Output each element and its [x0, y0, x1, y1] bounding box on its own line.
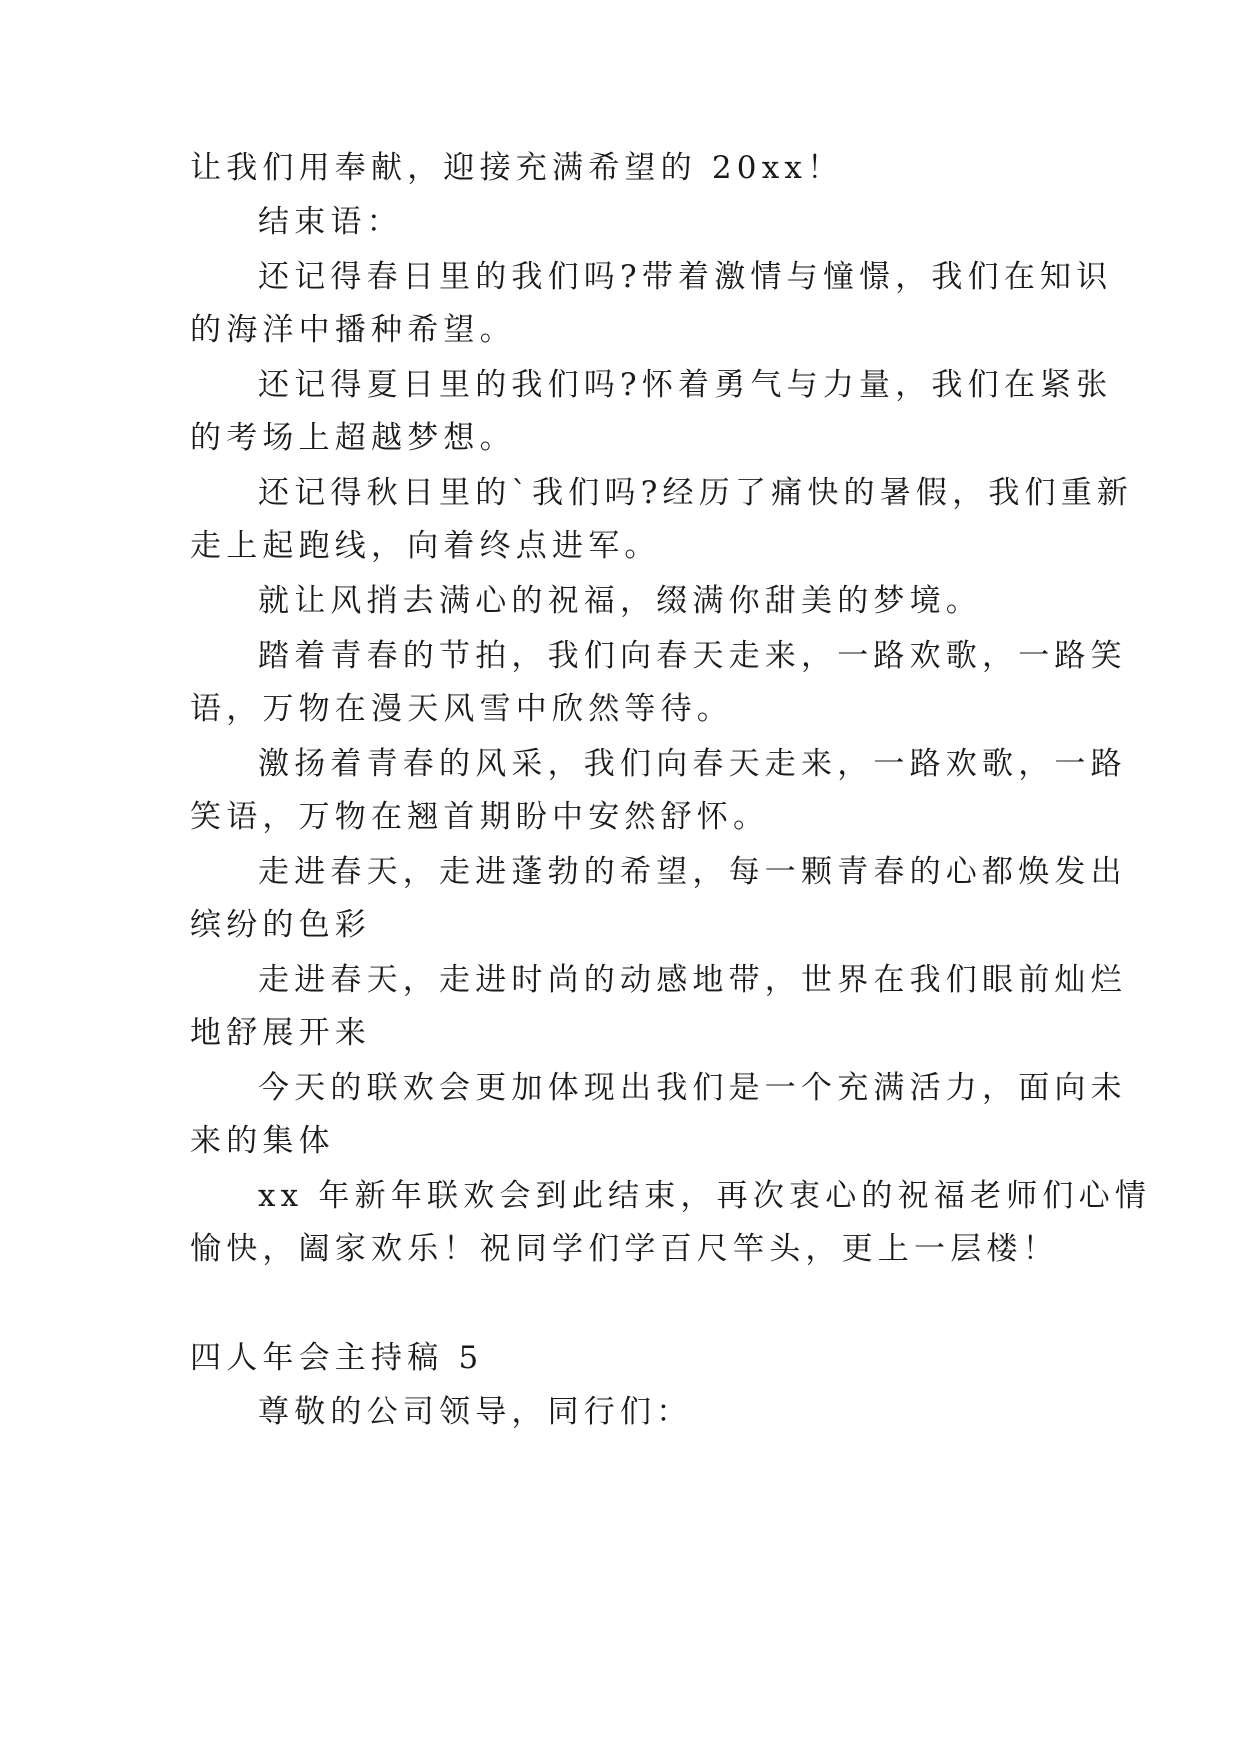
- text-line: 尊敬的公司领导，同行们：: [258, 1394, 693, 1430]
- text-line: xx 年新年联欢会到此结束，再次衷心的祝福老师们心情: [258, 1178, 1152, 1214]
- text-line: 缤纷的色彩: [190, 907, 371, 943]
- text-line: 走上起跑线，向着终点进军。: [190, 528, 661, 564]
- document-page: [190, 0, 1152, 1754]
- text-line: 的考场上超越梦想。: [190, 420, 516, 456]
- text-line: 激扬着青春的风采，我们向春天走来，一路欢歌，一路: [258, 746, 1127, 782]
- section-heading-closing: 结束语：: [258, 204, 403, 240]
- text-line: 愉快，阖家欢乐！祝同学们学百尺竿头，更上一层楼！: [190, 1231, 1059, 1267]
- text-line: 让我们用奉献，迎接充满希望的 20xx！: [190, 150, 844, 186]
- text-line: 还记得夏日里的我们吗?怀着勇气与力量，我们在紧张: [258, 367, 1113, 403]
- text-line: 地舒展开来: [190, 1015, 371, 1051]
- text-line: 的海洋中播种希望。: [190, 312, 516, 348]
- text-line: 踏着青春的节拍，我们向春天走来，一路欢歌，一路笑: [258, 638, 1127, 674]
- text-line: 今天的联欢会更加体现出我们是一个充满活力，面向未: [258, 1070, 1127, 1106]
- text-line: 还记得春日里的我们吗?带着激情与憧憬，我们在知识: [258, 259, 1113, 295]
- text-line: 语，万物在漫天风雪中欣然等待。: [190, 691, 733, 727]
- text-line: 来的集体: [190, 1123, 335, 1159]
- text-line: 就让风捎去满心的祝福，缀满你甜美的梦境。: [258, 583, 982, 619]
- text-line: 走进春天，走进蓬勃的希望，每一颗青春的心都焕发出: [258, 854, 1127, 890]
- section-title: 四人年会主持稿 5: [190, 1340, 484, 1376]
- text-line: 走进春天，走进时尚的动感地带，世界在我们眼前灿烂: [258, 962, 1127, 998]
- text-line: 笑语，万物在翘首期盼中安然舒怀。: [190, 799, 770, 835]
- text-line: 还记得秋日里的`我们吗?经历了痛快的暑假，我们重新: [258, 475, 1134, 511]
